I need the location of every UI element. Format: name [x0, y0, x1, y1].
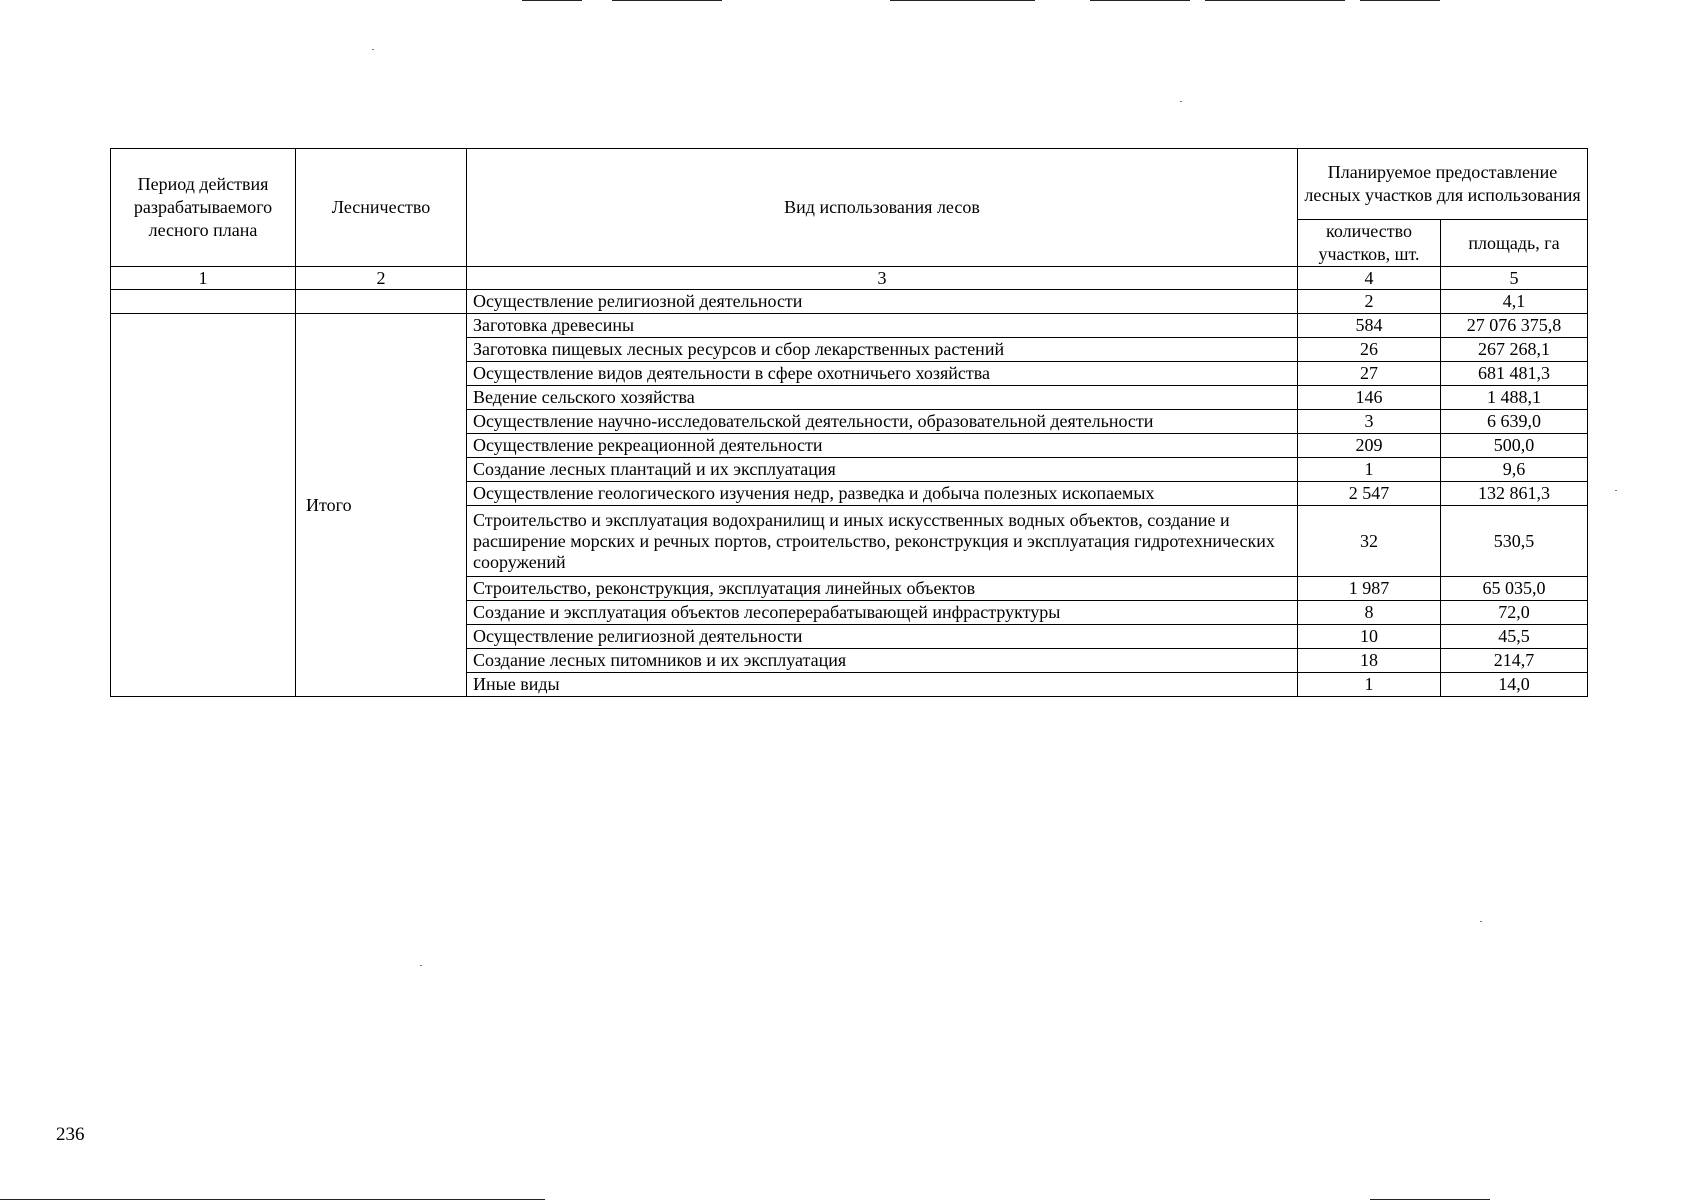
use-type-cell: Осуществление геологического изучения недр, разведка и добыча полезных ископаемых: [467, 482, 1298, 506]
scan-edge-line: [1205, 0, 1345, 1]
page-number: 236: [56, 1124, 85, 1145]
header-use-type: Вид использования лесов: [467, 149, 1298, 267]
area-cell: 45,5: [1441, 625, 1588, 649]
table-row: [111, 314, 1588, 338]
header-count: количество участков, шт.: [1298, 220, 1441, 267]
use-type-cell: Осуществление научно-исследовательской деятельности, образовательной деятельности: [467, 410, 1298, 434]
use-type-cell: Строительство, реконструкция, эксплуатация линейных объектов: [467, 577, 1298, 601]
area-cell: 72,0: [1441, 601, 1588, 625]
period-cell: [111, 314, 296, 697]
use-type-cell: Создание и эксплуатация объектов лесоперерабатывающей инфраструктуры: [467, 601, 1298, 625]
forestry-cell: [296, 290, 467, 314]
count-cell: 2: [1298, 290, 1441, 314]
header-period: Период действия разрабатываемого лесного плана: [111, 149, 296, 267]
column-number-row: [111, 267, 1588, 290]
area-cell: 4,1: [1441, 290, 1588, 314]
table-row: [111, 290, 1588, 314]
use-type-cell: Осуществление видов деятельности в сфере охотничьего хозяйства: [467, 362, 1298, 386]
scan-edge-line: [612, 0, 722, 1]
use-type-cell: Осуществление рекреационной деятельности: [467, 434, 1298, 458]
count-cell: 1 987: [1298, 577, 1441, 601]
scan-edge-line: [890, 0, 1035, 1]
use-type-cell: Иные виды: [467, 673, 1298, 697]
count-cell: 146: [1298, 386, 1441, 410]
count-cell: 1: [1298, 673, 1441, 697]
area-cell: 6 639,0: [1441, 410, 1588, 434]
forest-plan-table: [110, 148, 1588, 697]
column-number: 4: [1298, 267, 1441, 290]
scan-speck: [372, 49, 374, 50]
count-cell: 8: [1298, 601, 1441, 625]
count-cell: 26: [1298, 338, 1441, 362]
use-type-cell: Осуществление религиозной деятельности: [467, 290, 1298, 314]
scan-edge-line: [1090, 0, 1190, 1]
area-cell: 1 488,1: [1441, 386, 1588, 410]
header-planned: Планируемое предоставление лесных участков для использования: [1298, 149, 1588, 220]
scan-edge-line: [1360, 0, 1440, 1]
use-type-cell: Создание лесных питомников и их эксплуатация: [467, 649, 1298, 673]
scan-speck: [420, 965, 422, 966]
period-cell: [111, 290, 296, 314]
scan-speck: [1480, 921, 1482, 922]
area-cell: 214,7: [1441, 649, 1588, 673]
count-cell: 18: [1298, 649, 1441, 673]
count-cell: 584: [1298, 314, 1441, 338]
count-cell: 32: [1298, 506, 1441, 577]
area-cell: 9,6: [1441, 458, 1588, 482]
area-cell: 27 076 375,8: [1441, 314, 1588, 338]
use-type-cell: Строительство и эксплуатация водохранилищ и иных искусственных водных объектов, создание и расширение морских и речных портов, строительство, реконструкция и эксплуатация гидротехнических сооружений: [467, 506, 1298, 577]
use-type-cell: Создание лесных плантаций и их эксплуатация: [467, 458, 1298, 482]
count-cell: 10: [1298, 625, 1441, 649]
scan-edge-line: [522, 0, 582, 1]
area-cell: 267 268,1: [1441, 338, 1588, 362]
area-cell: 65 035,0: [1441, 577, 1588, 601]
area-cell: 530,5: [1441, 506, 1588, 577]
count-cell: 209: [1298, 434, 1441, 458]
count-cell: 27: [1298, 362, 1441, 386]
area-cell: 681 481,3: [1441, 362, 1588, 386]
column-number: 3: [467, 267, 1298, 290]
area-cell: 14,0: [1441, 673, 1588, 697]
column-number: 5: [1441, 267, 1588, 290]
scan-speck: [1615, 490, 1617, 491]
column-number: 2: [296, 267, 467, 290]
count-cell: 2 547: [1298, 482, 1441, 506]
use-type-cell: Заготовка древесины: [467, 314, 1298, 338]
totals-label: Итого: [296, 314, 467, 697]
use-type-cell: Заготовка пищевых лесных ресурсов и сбор лекарственных растений: [467, 338, 1298, 362]
column-number: 1: [111, 267, 296, 290]
scan-speck: [1180, 101, 1182, 102]
use-type-cell: Осуществление религиозной деятельности: [467, 625, 1298, 649]
count-cell: 3: [1298, 410, 1441, 434]
area-cell: 132 861,3: [1441, 482, 1588, 506]
header-forestry: Лесничество: [296, 149, 467, 267]
table-header-row: [111, 149, 1588, 220]
header-area: площадь, га: [1441, 220, 1588, 267]
count-cell: 1: [1298, 458, 1441, 482]
use-type-cell: Ведение сельского хозяйства: [467, 386, 1298, 410]
area-cell: 500,0: [1441, 434, 1588, 458]
